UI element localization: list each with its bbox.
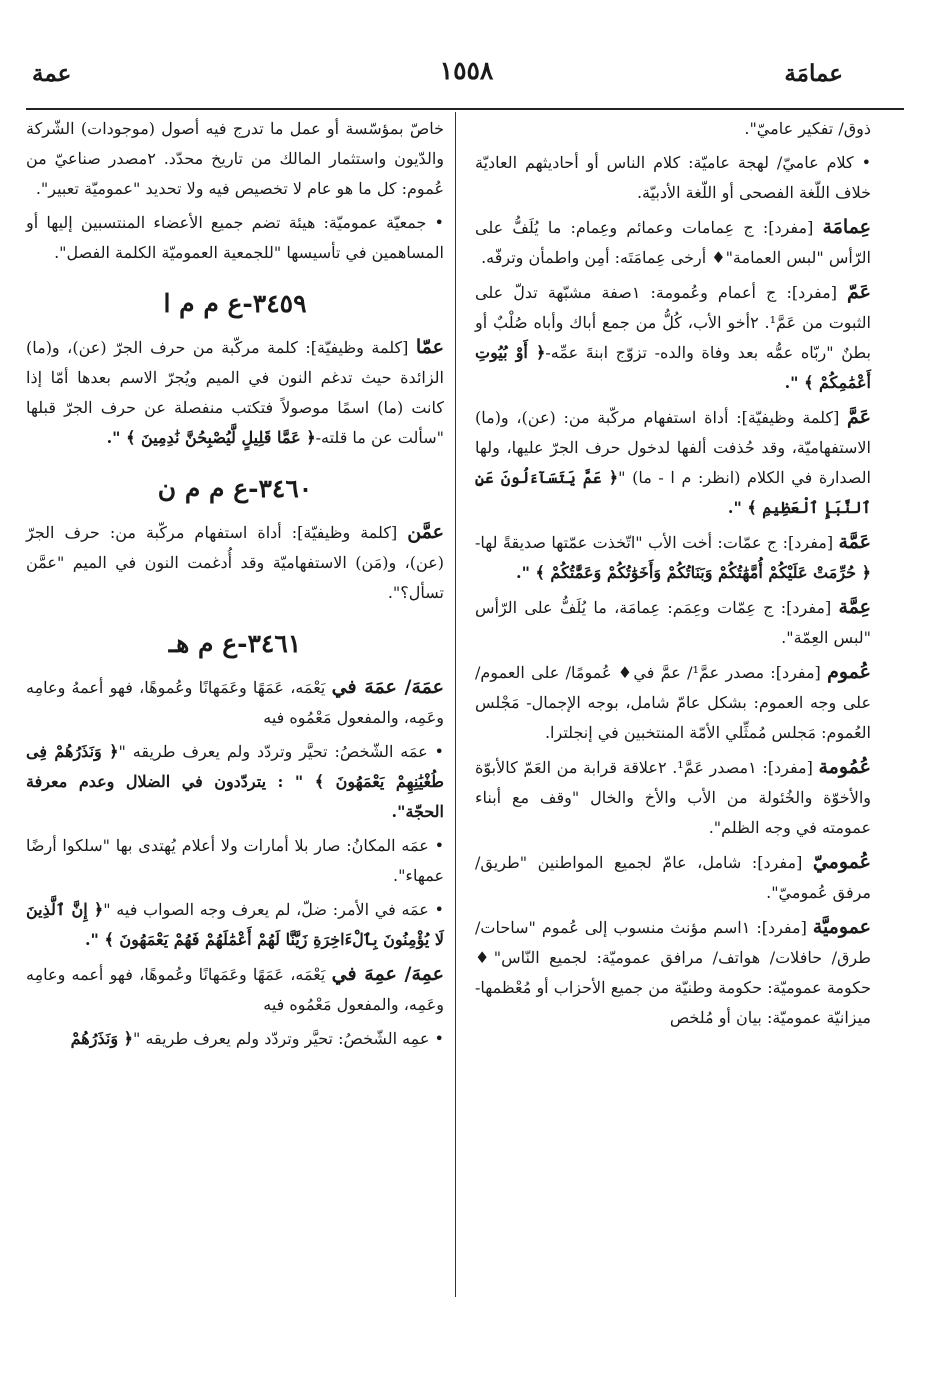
dictionary-entry xyxy=(26,737,444,827)
entry-text: خاصّ بمؤسّسة أو عمل ما تدرج فيه أصول (موجودات) الشّركة والدّيون واستثمار المالك من تاريخ محدّد. ٢مصدر صناعيّ من عُموم: كل ما هو عام لا تخصيص فيه ولا تحديد "عموميّة تعبير". xyxy=(26,119,445,198)
dictionary-entry xyxy=(26,895,444,955)
left-column xyxy=(26,114,444,1058)
dictionary-entry xyxy=(475,752,871,843)
dictionary-entry xyxy=(26,959,444,1020)
entry-text: • جمعيّة عموميّة: هيئة تضم جميع الأعضاء المنتسبين إليها أو المساهمين في تأسيسها "للجمعية العموميّة الكلمة الفصل". xyxy=(26,213,444,262)
entry-text: [مفرد]: شامل، عامّ لجميع المواطنين "طريق/ مرفق عُموميّ". xyxy=(475,853,871,902)
entry-text: [مفرد]: ١مصدر عَمَّ¹. ٢علاقة قرابة من العَمّ كالأبوّة والأخوّة والخُئولة من الأب والأخ والخال "وقف مع أبناء عمومته في وجه الظلم". xyxy=(475,758,871,837)
entry-quran-quote: ﴿ إِنَّ ٱلَّذِينَ لَا يُؤْمِنُونَ بِٱلْءَاخِرَةِ زَيَّنَّا لَهُمْ أَعْمَٰلَهُمْ فَهُمْ يَعْمَهُونَ ﴾ ". xyxy=(26,900,444,949)
entry-text: يَعْمَه، عَمَهًا وعَمَهانًا وعُموهًا، فهو أعمه وعامِه وعَمِه، والمفعول مَعْمُوه فيه xyxy=(26,965,444,1014)
entry-text: ذوق/ تفكير عاميّ". xyxy=(744,119,871,138)
entry-text: • عمَه الشّخصُ: تحيَّر وتردّد ولم يعرف طريقه " xyxy=(118,742,444,761)
header-guide-word-right: عمامَة xyxy=(784,60,843,87)
dictionary-entry xyxy=(475,847,871,908)
page-number: ١٥٥٨ xyxy=(439,56,494,85)
entry-text: • عمَه في الأمر: ضلّ، لم يعرف وجه الصواب فيه " xyxy=(103,900,444,919)
header-guide-word-left: عمة xyxy=(32,60,72,87)
root-section-heading: ٣٤٥٩-ع م م ا xyxy=(163,289,307,318)
dictionary-entry xyxy=(26,831,444,891)
dictionary-entry xyxy=(475,657,871,748)
entry-text: [مفرد]: ج أعمام وعُمومة: ١صفة مشبّهة تدلّ على الثبوت من عَمَّ¹. ٢أخو الأب، كُلُّ من جمع أباك وأباه صُلْبٌ أو بطنٌ "ربّاه عمُّه بعد وفاة والده- تزوّج ابنةَ عمِّه- xyxy=(475,283,872,362)
dictionary-entry xyxy=(26,332,444,453)
entry-headword: عمَهَ/ عمَهَ في xyxy=(331,676,445,698)
dictionary-entry xyxy=(26,1024,444,1054)
entry-text: [مفرد]: ج عِمامات وعمائم وعِمام: ما يُلَفُّ على الرّأس "لبس العمامة"♦ أرخى عِمامَتَه: أمِن واطمأن وترفّه. xyxy=(475,218,871,267)
entry-text: [مفرد]: ج عمّات: أخت الأب "اتّخذت عمّتها صديقةً لها- xyxy=(475,533,839,552)
entry-headword: عِمَّة xyxy=(838,596,871,618)
dictionary-entry xyxy=(475,402,871,523)
entry-headword: عَمَّة xyxy=(838,531,871,553)
entry-headword: عموميَّة xyxy=(812,916,871,938)
dictionary-entry xyxy=(475,148,871,208)
entry-headword: عِمامَة xyxy=(822,216,871,238)
right-column xyxy=(475,114,871,1037)
entry-headword: عمِهَ/ عمِهَ في xyxy=(331,963,445,985)
entry-text: • كلام عاميّ/ لهجة عاميّة: كلام الناس أو أحاديثهم العاديّة خلاف اللّغة الفصحى أو اللّغة الأدبيّة. xyxy=(475,153,871,202)
entry-headword: عُمُومة xyxy=(818,756,871,778)
entry-quran-quote: ﴿ أَوْ بُيُوتِ أَعْمَٰمِكُمْ ﴾ ". xyxy=(475,343,871,392)
entry-quran-quote: ﴿ وَنَذَرُهُمْ xyxy=(70,1029,133,1048)
dictionary-entry xyxy=(475,114,871,144)
entry-headword: عَمّ xyxy=(847,281,872,303)
entry-headword: عُموم xyxy=(827,661,871,683)
dictionary-entry xyxy=(475,592,871,653)
page-header xyxy=(0,50,933,100)
entry-text: [كلمة وظيفيّة]: أداة استفهام مركّبة من: حرف الجرّ (عن)، و(مَن) الاستفهاميّة وقد أُدغمت النون في الميم "عمَّن تسأل؟". xyxy=(26,523,444,602)
root-section-heading: ٣٤٦٠-ع م م ن xyxy=(157,474,313,503)
dictionary-entry xyxy=(475,912,871,1033)
entry-text: [مفرد]: ج عِمّات وعِمَم: عِمامَة، ما يُلَفُّ على الرّأس "لبس العِمّة". xyxy=(475,598,871,647)
root-section-heading: ٣٤٦١-ع م هـ xyxy=(168,629,302,658)
entry-headword: عمّا xyxy=(415,336,444,358)
entry-headword: عَمَّ xyxy=(847,406,871,428)
entry-text: يَعْمَه، عَمَهًا وعَمَهانًا وعُموهًا، فهو أعمهُ وعامِه وعَمِه، والمفعول مَعْمُوه فيه xyxy=(26,678,444,727)
dictionary-entry xyxy=(26,672,444,733)
entry-quran-quote: ﴿ حُرِّمَتْ عَلَيْكُمْ أُمَّهَٰتُكُمْ وَبَنَاتُكُمْ وَأَخَوَٰتُكُمْ وَعَمَّٰتُكُمْ ﴾ ". xyxy=(516,563,871,582)
entry-quran-quote: ﴿ وَنَذَرُهُمْ فِى طُغْيَٰنِهِمْ يَعْمَهُونَ ﴾ " : يتردّدون في الضلال وعدم معرفة الحجّة". xyxy=(26,742,444,821)
entry-text: [مفرد]: مصدر عمَّ¹/ عمَّ في♦ عُمومًا/ على العموم/ على وجه العموم: بشكل عامّ شامل، بوجه الإجمال- مَجْلس العُموم: مَجلس مُمثِّلي الأمّة المنتخبين في إنجلترا. xyxy=(475,663,871,742)
entry-text: [مفرد]: ١اسم مؤنث منسوب إلى عُموم "ساحات/ طرق/ حافلات/ هواتف/ مرافق عموميّة: لجميع النّاس"♦ حكومة عموميّة: حكومة وطنيّة من جميع الأحزاب أو مُعْظمها- ميزانيّة عموميّة: بيان أو مُلخص xyxy=(475,918,871,1027)
dictionary-entry xyxy=(475,527,871,588)
header-rule xyxy=(26,108,904,110)
entry-headword: عمَّن xyxy=(407,521,444,543)
column-divider xyxy=(455,112,456,1297)
dictionary-entry xyxy=(26,517,444,608)
dictionary-entry xyxy=(26,208,444,268)
entry-headword: عُموميّ xyxy=(812,851,871,873)
dictionary-entry xyxy=(26,114,444,204)
entry-quran-quote: ﴿ عَمَّا قَلِيلٍ لَّيُصْبِحُنَّ نَٰدِمِينَ ﴾ ". xyxy=(106,428,316,447)
entry-text: [كلمة وظيفيّة]: كلمة مركّبة من حرف الجرّ (عن)، و(ما) الزائدة حيث تدغم النون في الميم ويُجرّ الاسم بعدها أمّا إذا كانت (ما) اسمًا موصولاً فتكتب منفصلة عن حرف الجرّ قبلها "سألت عن ما قلته- xyxy=(26,338,444,447)
dictionary-entry xyxy=(475,212,871,273)
entry-text: • عمَه المكانُ: صار بلا أمارات ولا أعلام يُهتدى بها "سلكوا أرضًا عمهاء". xyxy=(26,836,444,885)
entry-quran-quote: ﴿ عَمَّ يَتَسَآءَلُونَ عَنِ ٱلنَّبَإِ ٱلْعَظِيمِ ﴾ ". xyxy=(475,468,871,517)
entry-text: [كلمة وظيفيّة]: أداة استفهام مركّبة من: (عن)، و(ما) الاستفهاميّة، وقد حُذفت ألفها لدخول حرف الجرّ عليها، ولها الصدارة في الكلام (انظر: م ا - ما) " xyxy=(475,408,871,487)
dictionary-entry xyxy=(475,277,871,398)
entry-text: • عمِه الشّخصُ: تحيَّر وتردّد ولم يعرف طريقه " xyxy=(133,1029,444,1048)
